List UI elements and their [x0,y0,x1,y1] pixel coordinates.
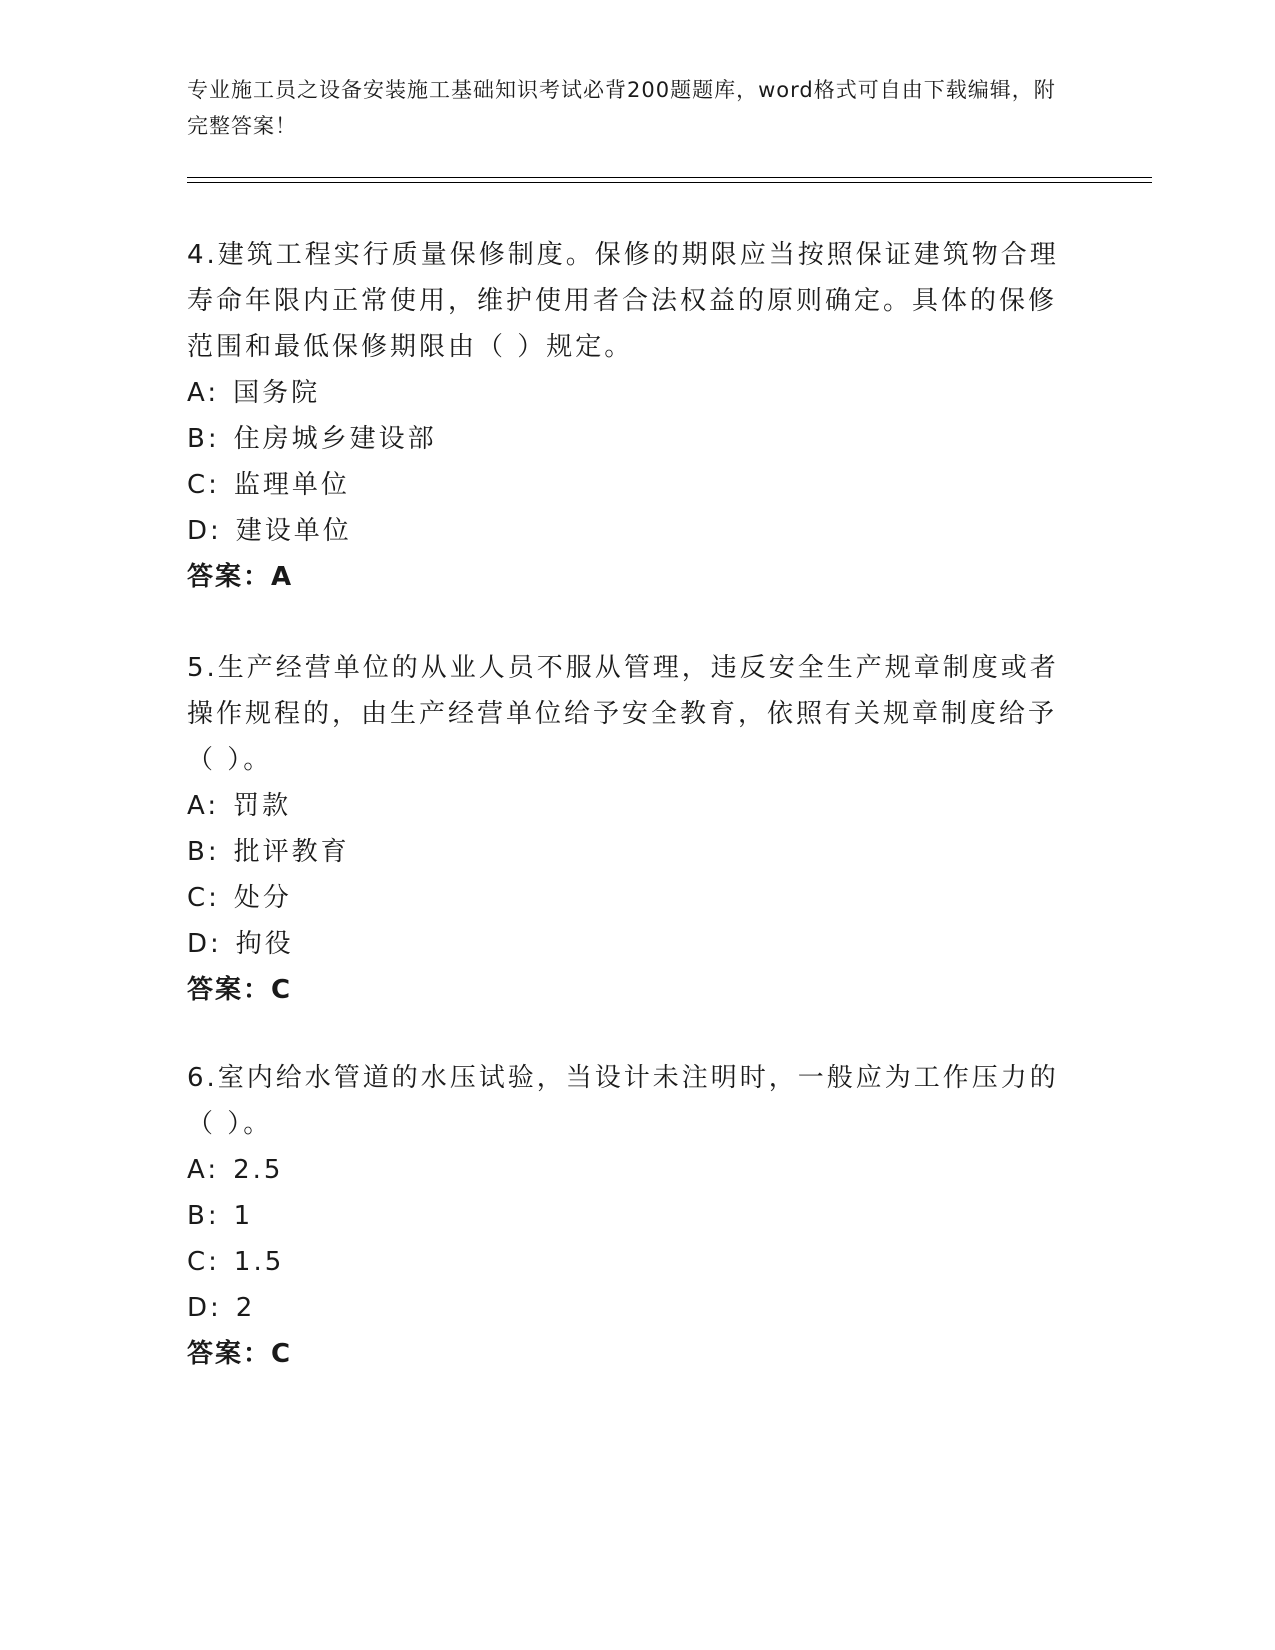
option-c [187,875,1067,921]
option-key: C: [187,470,220,500]
option-text: 住房城乡建设部 [233,424,437,454]
option-text: 1 [233,1201,254,1231]
option-a [187,783,1067,829]
option-text: 监理单位 [233,470,350,500]
answer: 答案：A [187,562,294,592]
option-text: 建设单位 [235,516,352,546]
option-key: A: [187,378,220,408]
document-header: 专业施工员之设备安装施工基础知识考试必背200题题库，word格式可自由下载编辑，附完整答案！ [187,78,1056,138]
option-key: B: [187,837,220,867]
question-5 [187,645,1067,1013]
option-d [187,1285,1067,1331]
option-c [187,462,1067,508]
option-text: 罚款 [233,791,292,821]
option-b [187,829,1067,875]
option-key: D: [187,516,222,546]
answer: 答案：C [187,1339,293,1369]
option-key: A: [187,1155,220,1185]
option-a [187,370,1067,416]
question-stem: 5.生产经营单位的从业人员不服从管理，违反安全生产规章制度或者操作规程的，由生产经营单位给予安全教育，依照有关规章制度给予（ ）。 [187,653,1059,775]
option-key: B: [187,1201,220,1231]
option-text: 2 [235,1293,256,1323]
option-key: C: [187,883,220,913]
option-b [187,1193,1067,1239]
option-key: C: [187,1247,220,1277]
option-key: D: [187,1293,222,1323]
option-b [187,416,1067,462]
question-6 [187,1055,1067,1377]
option-key: B: [187,424,220,454]
option-text: 拘役 [235,929,294,959]
option-a [187,1147,1067,1193]
header-divider-top [187,177,1152,178]
option-text: 处分 [233,883,292,913]
question-stem: 4.建筑工程实行质量保修制度。保修的期限应当按照保证建筑物合理寿命年限内正常使用，维护使用者合法权益的原则确定。具体的保修范围和最低保修期限由（ ）规定。 [187,240,1059,362]
header-divider-bottom [187,182,1152,183]
option-key: A: [187,791,220,821]
option-text: 批评教育 [233,837,350,867]
option-text: 1.5 [233,1247,285,1277]
option-key: D: [187,929,222,959]
option-d [187,508,1067,554]
question-stem: 6.室内给水管道的水压试验，当设计未注明时，一般应为工作压力的（ ）。 [187,1063,1059,1139]
question-4 [187,232,1067,600]
option-text: 国务院 [233,378,321,408]
option-d [187,921,1067,967]
option-text: 2.5 [233,1155,284,1185]
answer: 答案：C [187,975,293,1005]
option-c [187,1239,1067,1285]
